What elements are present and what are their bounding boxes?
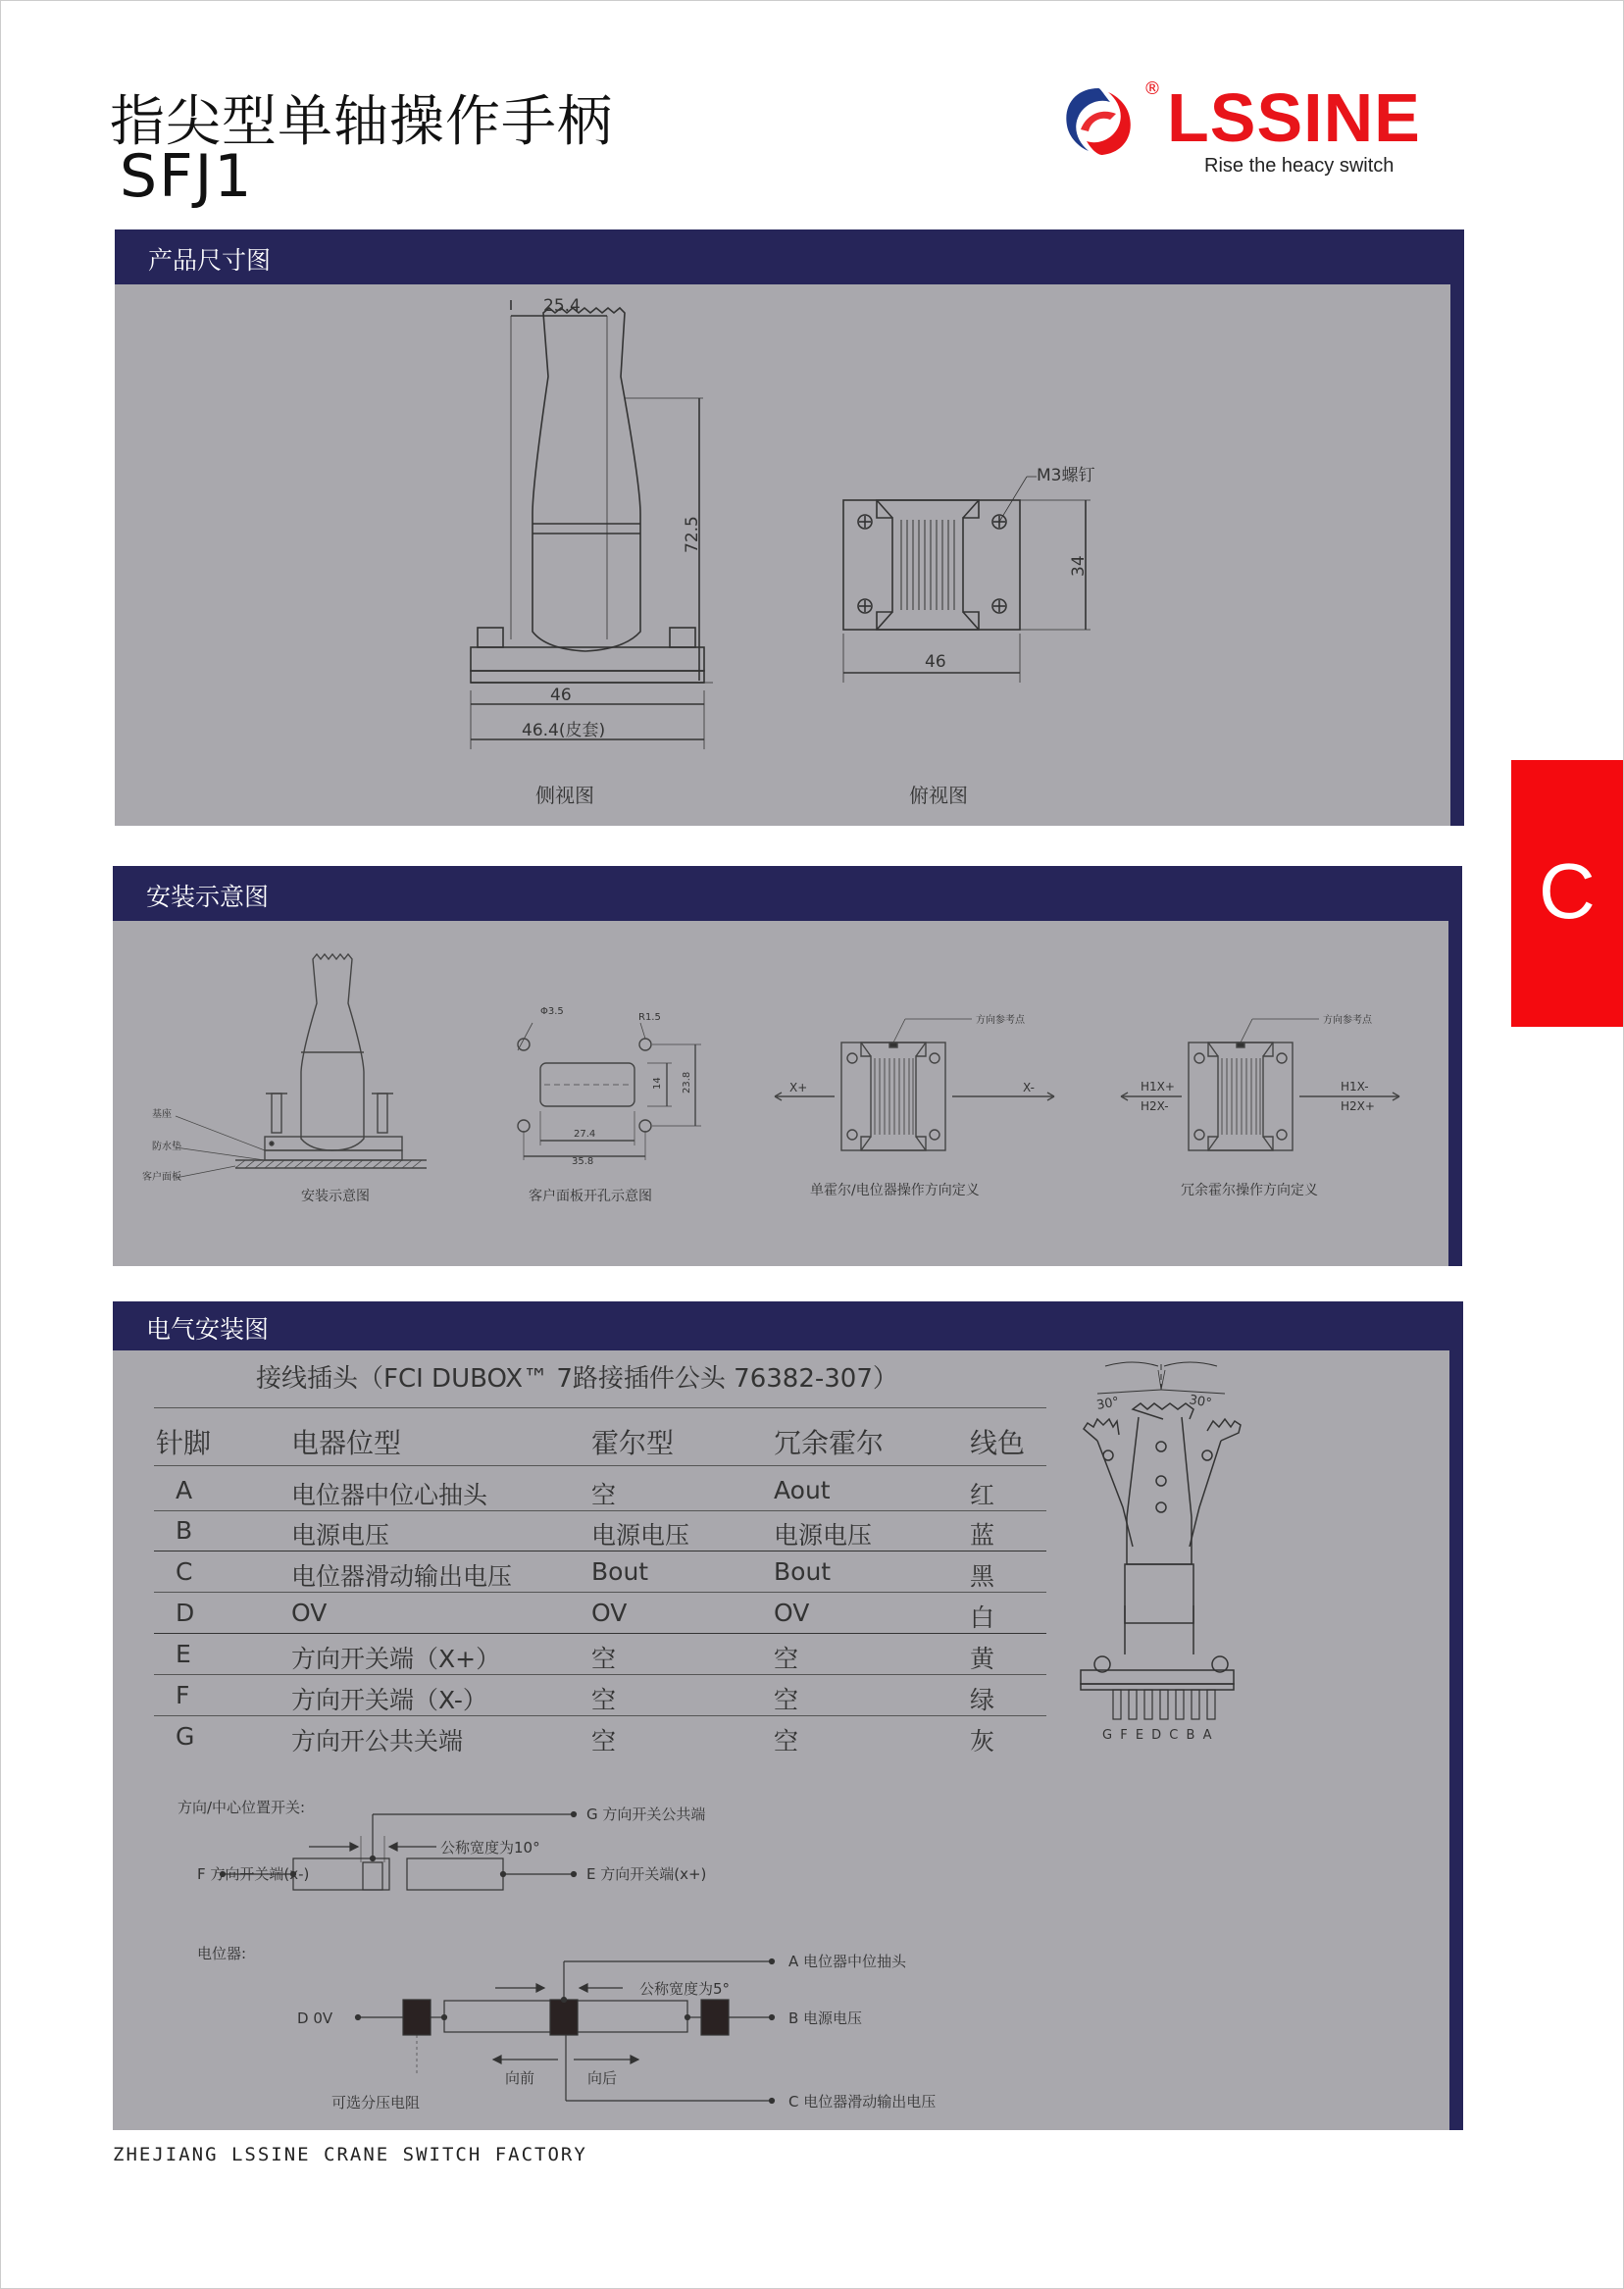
cell-pot: 方向开公共关端 [291, 1727, 464, 1755]
cell-color: 绿 [970, 1686, 995, 1714]
pot-title: 电位器: [197, 1945, 247, 1962]
cell-pin: E [176, 1640, 191, 1668]
cell-pot: OV [291, 1599, 328, 1627]
label-panel: 客户面板 [142, 1172, 181, 1183]
pot-a: A 电位器中位抽头 [788, 1953, 907, 1970]
footer-company: ZHEJIANG LSSINE CRANE SWITCH FACTORY [113, 2144, 587, 2165]
cell-pot: 电位器中位心抽头 [291, 1481, 488, 1509]
connector-label: 接线插头（FCI DUBOX™ 7路接插件公头 76382-307） [256, 1364, 898, 1394]
label-h1xp: H1X+ [1141, 1080, 1175, 1094]
section-tab-c [1511, 760, 1623, 1027]
pot-back: 向后 [587, 2069, 618, 2087]
label-d238: 23.8 [682, 1071, 692, 1094]
dim-top-w: 46 [925, 652, 946, 672]
cell-hall: Bout [591, 1557, 649, 1586]
electrical-drawing [113, 1301, 1463, 2130]
header-redundant: 冗余霍尔 [774, 1427, 885, 1459]
cell-pin: G [176, 1722, 195, 1751]
cell-pot: 电源电压 [291, 1521, 390, 1550]
brand-tagline: Rise the heacy switch [1204, 155, 1395, 177]
section-dimensions [115, 229, 1464, 826]
cell-redundant: 空 [774, 1645, 799, 1673]
installation-drawing [113, 866, 1462, 1266]
label-base: 基座 [152, 1109, 172, 1120]
cell-hall: 电源电压 [591, 1521, 690, 1550]
brand-logo [1059, 78, 1432, 186]
section-electrical [113, 1301, 1463, 2130]
cell-hall: 空 [591, 1727, 617, 1755]
section-tab-label: C [1539, 847, 1596, 935]
section-installation [113, 866, 1462, 1266]
pot-b: B 电源电压 [788, 2009, 863, 2027]
cell-redundant: 电源电压 [774, 1521, 873, 1550]
cell-redundant: OV [774, 1599, 810, 1627]
label-xminus: X- [1023, 1081, 1035, 1094]
pin-letters: G F E D C B A [1102, 1728, 1214, 1743]
cell-color: 黑 [970, 1562, 995, 1591]
switch-title: 方向/中心位置开关: [178, 1799, 306, 1816]
cell-hall: 空 [591, 1686, 617, 1714]
cell-pin: F [176, 1681, 190, 1709]
cell-pot: 方向开关端（X+） [291, 1645, 501, 1673]
cell-pot: 方向开关端（X-） [291, 1686, 487, 1714]
cell-redundant: 空 [774, 1727, 799, 1755]
cell-color: 白 [970, 1603, 995, 1632]
dim-base: 46 [550, 686, 572, 705]
label-d358: 35.8 [572, 1156, 594, 1167]
registered-mark: ® [1143, 78, 1161, 99]
switch-width: 公称宽度为10° [440, 1839, 540, 1857]
label-h1xm: H1X- [1341, 1080, 1369, 1094]
cell-hall: OV [591, 1599, 628, 1627]
cell-color: 红 [970, 1481, 995, 1509]
header-pin: 针脚 [156, 1427, 212, 1459]
label-r: R1.5 [638, 1012, 661, 1023]
header-hall: 霍尔型 [591, 1427, 675, 1459]
caption-cutout: 客户面板开孔示意图 [529, 1189, 652, 1204]
top-view-caption: 俯视图 [909, 784, 968, 807]
screw-label: M3螺钉 [1037, 466, 1095, 485]
cell-pot: 电位器滑动输出电压 [291, 1562, 513, 1591]
cell-color: 灰 [970, 1727, 995, 1755]
switch-g: G 方向开关公共端 [586, 1806, 706, 1823]
label-d274: 27.4 [574, 1129, 596, 1140]
caption-single-hall: 单霍尔/电位器操作方向定义 [810, 1183, 980, 1198]
section-title: 安装示意图 [146, 883, 270, 911]
header-pot: 电器位型 [291, 1427, 402, 1459]
cell-redundant: 空 [774, 1686, 799, 1714]
pot-forward: 向前 [505, 2069, 535, 2087]
cell-color: 黄 [970, 1645, 995, 1673]
section-title: 电气安装图 [146, 1315, 270, 1344]
cell-redundant: Aout [774, 1476, 831, 1504]
cell-hall: 空 [591, 1645, 617, 1673]
label-waterproof: 防水垫 [152, 1142, 181, 1152]
cell-pin: A [176, 1476, 193, 1504]
dim-w-top: 25.4 [543, 296, 581, 316]
brand-name: LSSINE [1167, 79, 1421, 156]
switch-e: E 方向开关端(x+) [586, 1865, 707, 1883]
logo-mark-icon [1059, 82, 1138, 161]
cell-pin: C [176, 1557, 193, 1586]
dim-base-cover: 46.4(皮套) [522, 721, 606, 740]
model-number: SFJ1 [120, 142, 254, 211]
pot-d: D 0V [297, 2009, 333, 2027]
page-title: 指尖型单轴操作手柄 [110, 90, 613, 154]
cell-hall: 空 [591, 1481, 617, 1509]
label-d14: 14 [652, 1077, 663, 1090]
label-xplus: X+ [789, 1081, 808, 1094]
pot-optional: 可选分压电阻 [331, 2094, 421, 2111]
caption-redundant-hall: 冗余霍尔操作方向定义 [1181, 1183, 1318, 1198]
cell-pin: D [176, 1599, 195, 1627]
switch-f: F 方向开关端(x-) [197, 1865, 310, 1883]
dim-height: 72.5 [683, 516, 702, 553]
cell-redundant: Bout [774, 1557, 832, 1586]
angle-right: 30° [1188, 1393, 1213, 1411]
caption-install: 安装示意图 [301, 1189, 370, 1204]
label-h2xp: H2X+ [1341, 1099, 1375, 1113]
pot-c: C 电位器滑动输出电压 [788, 2093, 937, 2111]
label-h2xm: H2X- [1141, 1099, 1169, 1113]
angle-left: 30° [1095, 1395, 1121, 1413]
dim-top-h: 34 [1069, 555, 1089, 577]
side-view-caption: 侧视图 [535, 784, 594, 807]
label-phi: Φ3.5 [540, 1006, 564, 1017]
label-ref2: 方向参考点 [1323, 1015, 1372, 1026]
header-color: 线色 [970, 1427, 1026, 1459]
section-title: 产品尺寸图 [148, 246, 272, 275]
cell-color: 蓝 [970, 1521, 995, 1550]
pot-width: 公称宽度为5° [639, 1980, 731, 1998]
label-ref1: 方向参考点 [976, 1015, 1025, 1026]
dimension-drawing [115, 229, 1464, 826]
cell-pin: B [176, 1516, 193, 1545]
